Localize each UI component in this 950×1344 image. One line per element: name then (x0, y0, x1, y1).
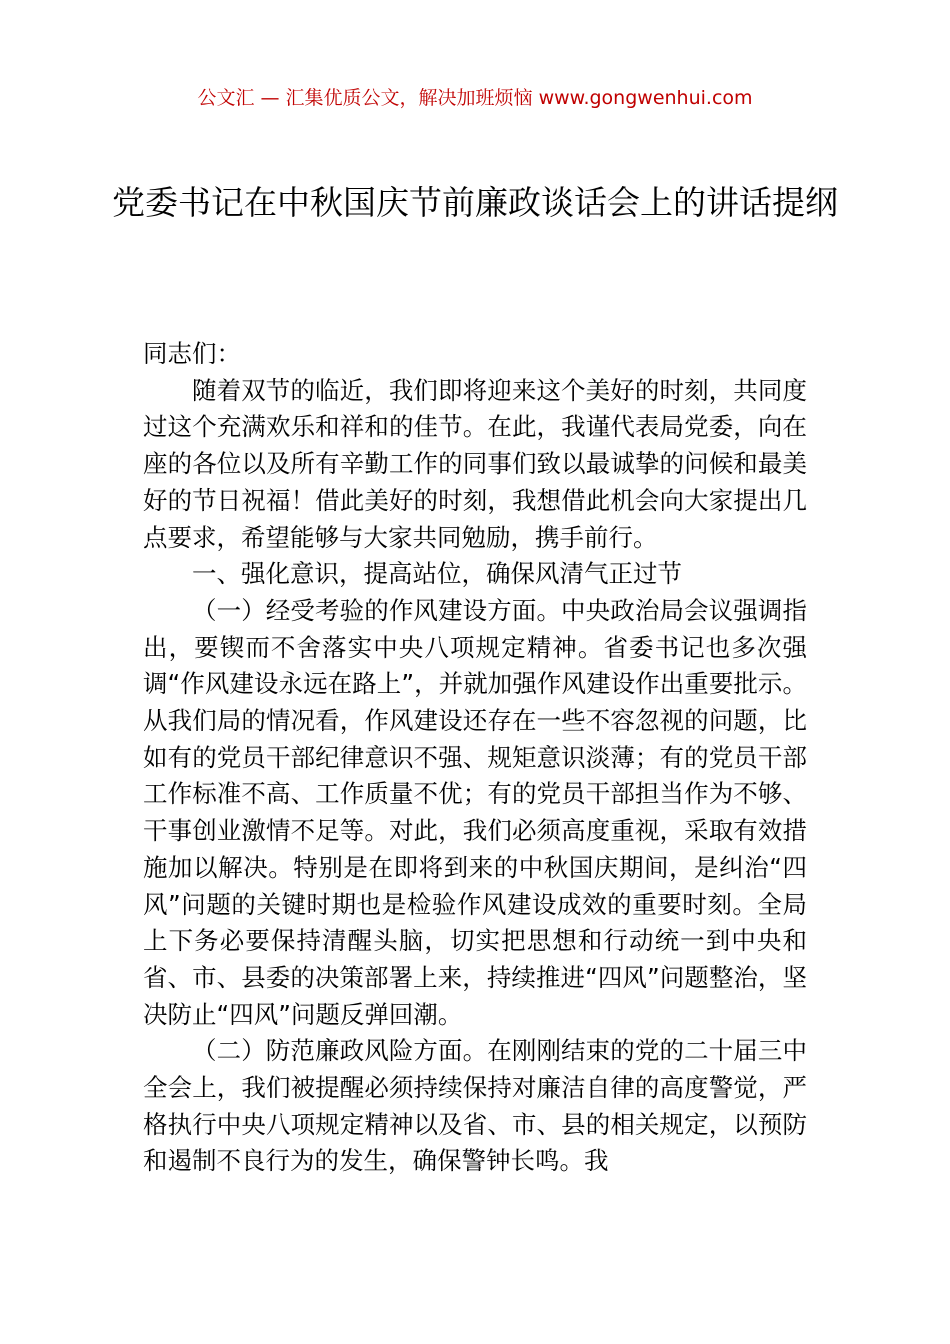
salutation: 同志们： (143, 339, 241, 368)
document-body (143, 336, 807, 1180)
header-banner: 公文汇 — 汇集优质公文，解决加班烦恼 www.gongwenhui.com (197, 87, 753, 109)
body-paragraph: （一）经受考验的作风建设方面。中央政治局会议强调指出，要锲而不舍落实中央八项规定精神。省委书记也多次强调“作风建设永远在路上”，并就加强作风建设作出重要批示。从我们局的情况看，作风建设还存在一些不容忽视的问题，比如有的党员干部纪律意识不强、规矩意识淡薄；有的党员干部工作标准不高、工作质量不优；有的党员干部担当作为不够、干事创业激情不足等。对此，我们必须高度重视，采取有效措施加以解决。特别是在即将到来的中秋国庆期间，是纠治“四风”问题的关键时期也是检验作风建设成效的重要时刻。全局上下务必要保持清醒头脑，切实把思想和行动统一到中央和省、市、县委的决策部署上来，持续推进“四风”问题整治，坚决防止“四风”问题反弹回潮。 (143, 595, 807, 1029)
document-title: 党委书记在中秋国庆节前廉政谈话会上的讲话提纲 (112, 183, 838, 222)
section-heading: 一、强化意识，提高站位，确保风清气正过节 (192, 559, 682, 589)
body-paragraph: （二）防范廉政风险方面。在刚刚结束的党的二十届三中全会上，我们被提醒必须持续保持对廉洁自律的高度警觉，严格执行中央八项规定精神以及省、市、县的相关规定，以预防和遏制不良行为的发生，确保警钟长鸣。我 (143, 1036, 807, 1176)
body-paragraph: 随着双节的临近，我们即将迎来这个美好的时刻，共同度过这个充满欢乐和祥和的佳节。在此，我谨代表局党委，向在座的各位以及所有辛勤工作的同事们致以最诚挚的问候和最美好的节日祝福！借此美好的时刻，我想借此机会向大家提出几点要求，希望能够与大家共同勉励，携手前行。 (143, 375, 807, 552)
